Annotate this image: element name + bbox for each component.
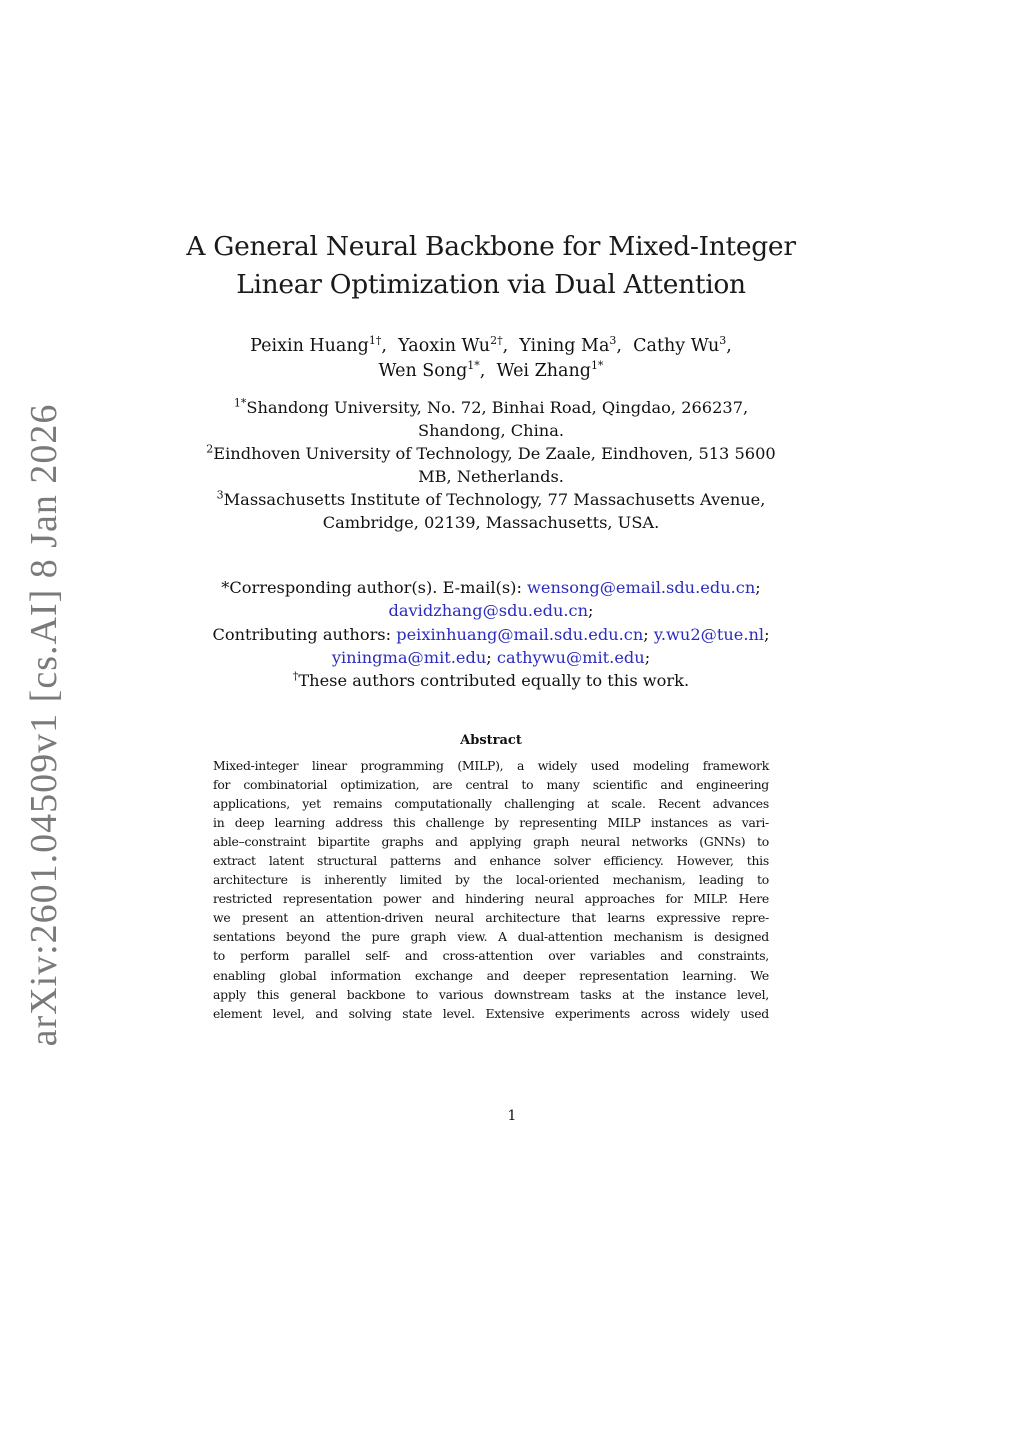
email-link[interactable]: cathywu@mit.edu <box>496 647 645 667</box>
author-name: Yaoxin Wu <box>398 336 491 356</box>
abstract-line: restricted representation power and hindering neural approaches for MILP. Here <box>213 891 769 907</box>
paper-title <box>160 228 822 304</box>
author-name: Wei Zhang <box>496 361 591 381</box>
abstract-line: architecture is inherently limited by the local-oriented mechanism, leading to <box>213 872 769 888</box>
author-line <box>160 334 822 359</box>
correspondence-block <box>160 576 822 692</box>
affiliation-line <box>160 488 822 511</box>
abstract-line: applications, yet remains computationally challenging at scale. Recent advances <box>213 796 769 812</box>
author-affiliation-mark: 1* <box>467 359 480 373</box>
email-link[interactable]: wensong@email.sdu.edu.cn <box>527 578 756 597</box>
corresponding-line: *Corresponding author(s). E-mail(s): wensong@email.sdu.edu.cn; <box>221 578 761 597</box>
author-separator: , <box>502 336 509 356</box>
author <box>379 361 486 381</box>
arxiv-identifier-text: arXiv:2601.04509v1 [cs.AI] 8 Jan 2026 <box>23 403 65 1047</box>
contributing-label: Contributing authors: <box>212 624 397 644</box>
author-list <box>160 334 822 384</box>
author <box>250 336 387 356</box>
author <box>519 336 622 356</box>
abstract-line: we present an attention-driven neural architecture that learns expressive repre- <box>213 910 769 926</box>
title-line: Linear Optimization via Dual Attention <box>236 269 746 300</box>
affiliation-line <box>160 396 822 419</box>
page-number: 1 <box>507 1108 517 1124</box>
abstract-line: able–constraint bipartite graphs and applying graph neural networks (GNNs) to <box>213 834 769 850</box>
affiliation-line: Shandong, China. <box>418 421 564 440</box>
abstract-line: apply this general backbone to various downstream tasks at the instance level, <box>213 986 769 1002</box>
author-separator: , <box>479 361 486 381</box>
author-name: Yining Ma <box>519 336 610 356</box>
dagger-mark: † <box>292 669 299 683</box>
equal-contribution-text: These authors contributed equally to this work. <box>298 671 690 691</box>
author-separator: , <box>381 336 387 356</box>
abstract-body <box>213 756 769 1023</box>
email-link[interactable]: davidzhang@sdu.edu.cn <box>388 601 589 621</box>
author-line <box>160 359 822 384</box>
equal-contribution-note <box>160 669 822 692</box>
abstract-line: sentations beyond the pure graph view. A dual-attention mechanism is designed <box>213 929 769 945</box>
abstract-line: enabling global information exchange and deeper representation learning. We <box>213 967 769 983</box>
contributing-line: Contributing authors: peixinhuang@mail.sdu.edu.cn; y.wu2@tue.nl; <box>212 624 770 644</box>
email-link[interactable]: y.wu2@tue.nl <box>653 624 765 644</box>
affiliation-list <box>160 396 822 534</box>
author-separator: , <box>616 336 622 356</box>
abstract-line: element level, and solving state level. Extensive experiments across widely used <box>213 1005 769 1021</box>
author-separator: , <box>726 336 732 356</box>
author <box>398 336 508 356</box>
affiliation-mark: 3 <box>216 488 224 502</box>
affiliation-line <box>160 442 822 465</box>
title-line: A General Neural Backbone for Mixed-Integer <box>186 231 796 262</box>
corresponding-label: *Corresponding author(s). E-mail(s): <box>221 578 528 597</box>
abstract-line: in deep learning address this challenge by representing MILP instances as vari- <box>213 815 769 831</box>
author-affiliation-mark: 3 <box>719 334 727 348</box>
author-name: Wen Song <box>378 361 468 381</box>
author <box>633 336 732 356</box>
abstract-line: Mixed-integer linear programming (MILP), a widely used modeling framework <box>213 758 769 773</box>
author-name: Cathy Wu <box>633 336 720 356</box>
author-affiliation-mark: 1* <box>590 359 604 373</box>
affiliation-line: Cambridge, 02139, Massachusetts, USA. <box>322 513 660 532</box>
email-link[interactable]: peixinhuang@mail.sdu.edu.cn <box>396 624 644 644</box>
abstract-line: to perform parallel self- and cross-attention over variables and constraints, <box>213 948 769 964</box>
affiliation-mark: 1* <box>233 396 247 410</box>
author-name: Peixin Huang <box>250 336 369 356</box>
author-affiliation-mark: 3 <box>609 334 617 348</box>
affiliation-text: Eindhoven University of Technology, De Zaale, Eindhoven, 513 5600 <box>213 444 776 463</box>
abstract-line: for combinatorial optimization, are central to many scientific and engineering <box>213 777 769 793</box>
affiliation-line: MB, Netherlands. <box>418 467 564 486</box>
affiliation-text: Massachusetts Institute of Technology, 77 Massachusetts Avenue, <box>223 490 766 509</box>
contributing-line: yiningma@mit.edu; cathywu@mit.edu; <box>331 647 651 667</box>
corresponding-line: davidzhang@sdu.edu.cn; <box>388 601 594 621</box>
affiliation-text: Shandong University, No. 72, Binhai Road, Qingdao, 266237, <box>246 398 749 417</box>
author-affiliation-mark: 1† <box>368 334 382 348</box>
email-link[interactable]: yiningma@mit.edu <box>331 647 487 667</box>
abstract-heading: Abstract <box>460 733 522 748</box>
abstract-line: extract latent structural patterns and enhance solver efficiency. However, this <box>213 853 769 869</box>
author-affiliation-mark: 2† <box>490 334 503 348</box>
affiliation-mark: 2 <box>206 442 214 456</box>
author <box>497 361 604 381</box>
